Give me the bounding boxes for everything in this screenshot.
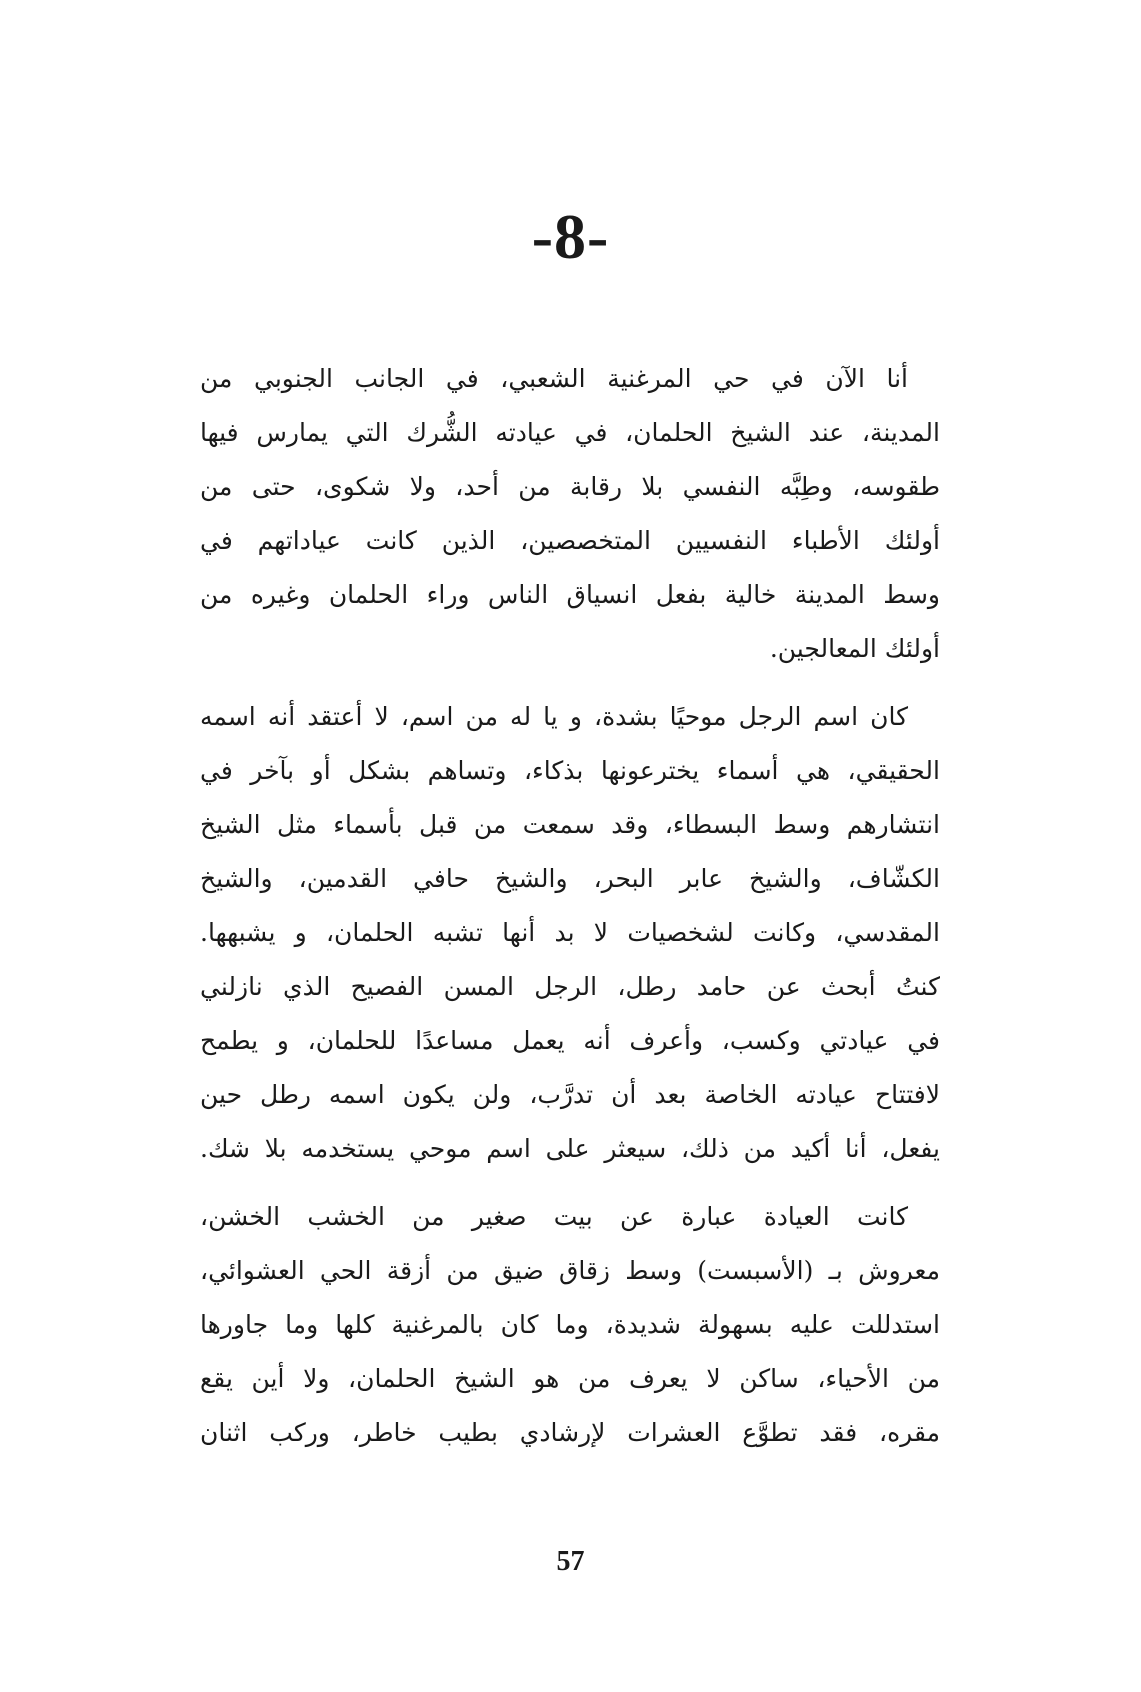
page-number: 57 <box>556 1546 585 1577</box>
text-line: كنتُ أبحث عن حامد رطل، الرجل المسن الفصيح الذي نازلني <box>200 972 940 1001</box>
text-line: الكشّاف، والشيخ عابر البحر، والشيخ حافي القدمين، والشيخ <box>200 864 940 893</box>
text-line: مقره، فقد تطوَّع العشرات لإرشادي بطيب خاطر، وركب اثنان <box>200 1418 940 1447</box>
text-line: استدللت عليه بسهولة شديدة، وما كان بالمرغنية كلها وما جاورها <box>200 1310 940 1339</box>
text-line: كان اسم الرجل موحيًا بشدة، و يا له من اسم، لا أعتقد أنه اسمه <box>200 702 908 731</box>
text-line: معروش بـ (الأسبست) وسط زقاق ضيق من أزقة الحي العشوائي، <box>200 1256 940 1285</box>
text-line: يفعل، أنا أكيد من ذلك، سيعثر على اسم موحي يستخدمه بلا شك. <box>200 1134 940 1163</box>
text-line: أنا الآن في حي المرغنية الشعبي، في الجانب الجنوبي من <box>200 364 908 393</box>
text-line: كانت العيادة عبارة عن بيت صغير من الخشب الخشن، <box>200 1202 908 1231</box>
text-line: المدينة، عند الشيخ الحلمان، في عيادته الشُّرك التي يمارس فيها <box>200 418 940 447</box>
text-line: طقوسه، وطِبَّه النفسي بلا رقابة من أحد، ولا شكوى، حتى من <box>200 472 940 501</box>
paragraph-2 <box>200 690 940 1176</box>
text-line: أولئك الأطباء النفسيين المتخصصين، الذين كانت عياداتهم في <box>200 526 940 555</box>
text-line: الحقيقي، هي أسماء يخترعونها بذكاء، وتساهم بشكل أو بآخر في <box>200 756 940 785</box>
paragraph-1 <box>200 352 940 676</box>
text-line: المقدسي، وكانت لشخصيات لا بد أنها تشبه الحلمان، و يشبهها. <box>200 918 940 947</box>
text-line: أولئك المعالجين. <box>769 634 940 663</box>
chapter-heading: -8- <box>531 201 610 272</box>
text-line: في عيادتي وكسب، وأعرف أنه يعمل مساعدًا للحلمان، و يطمح <box>200 1026 940 1055</box>
paragraph-3 <box>200 1190 940 1460</box>
body-text <box>200 352 940 1460</box>
text-line: لافتتاح عيادته الخاصة بعد أن تدرَّب، ولن يكون اسمه رطل حين <box>200 1080 940 1109</box>
text-line: وسط المدينة خالية بفعل انسياق الناس وراء الحلمان وغيره من <box>200 580 940 609</box>
text-line: من الأحياء، ساكن لا يعرف من هو الشيخ الحلمان، ولا أين يقع <box>200 1364 940 1393</box>
text-line: انتشارهم وسط البسطاء، وقد سمعت من قبل بأسماء مثل الشيخ <box>200 810 940 839</box>
